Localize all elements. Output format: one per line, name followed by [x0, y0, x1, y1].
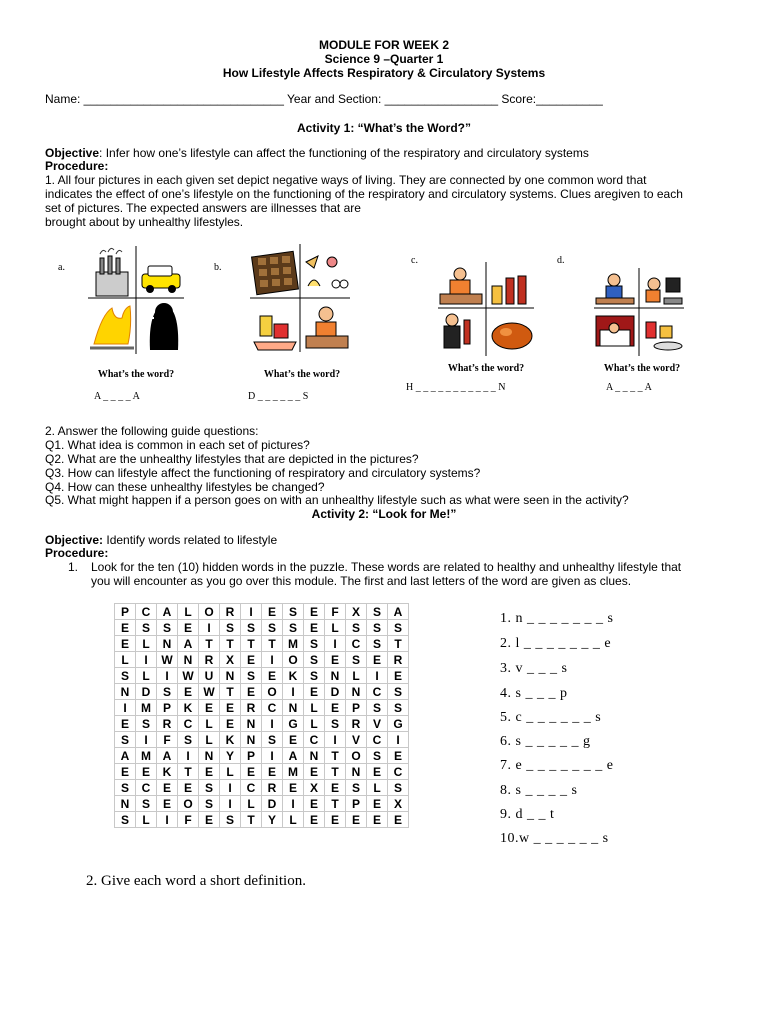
puzzle-cell: C: [346, 636, 367, 652]
puzzle-cell: E: [178, 780, 199, 796]
puzzle-cell: D: [325, 684, 346, 700]
puzzle-cell: N: [241, 716, 262, 732]
puzzle-cell: E: [388, 748, 409, 764]
person-eating-icon: [440, 268, 482, 304]
puzzle-cell: M: [136, 748, 157, 764]
set-d-question: What’s the word?: [603, 363, 681, 374]
puzzle-cell: L: [199, 732, 220, 748]
puzzle-cell: I: [115, 700, 136, 716]
puzzle-cell: I: [136, 652, 157, 668]
puzzle-cell: C: [241, 780, 262, 796]
puzzle-cell: E: [304, 604, 325, 620]
puzzle-row: [115, 812, 409, 828]
puzzle-cell: S: [136, 716, 157, 732]
puzzle-cell: T: [325, 796, 346, 812]
smoker-icon: [146, 303, 178, 350]
puzzle-cell: E: [220, 700, 241, 716]
puzzle-cell: E: [157, 796, 178, 812]
puzzle-cell: L: [304, 716, 325, 732]
puzzle-cell: S: [115, 668, 136, 684]
puzzle-row: [115, 764, 409, 780]
puzzle-cell: I: [157, 812, 178, 828]
set-c-blank: H _ _ _ _ _ _ _ _ _ _ _ N: [406, 382, 506, 393]
car-icon: [142, 266, 180, 293]
subject-quarter: Science 9 –Quarter 1: [324, 52, 444, 66]
puzzle-cell: E: [262, 764, 283, 780]
puzzle-cell: L: [304, 700, 325, 716]
puzzle-cell: I: [178, 748, 199, 764]
clue-item: 8. s _ _ _ _ s: [500, 783, 578, 798]
puzzle-cell: W: [178, 668, 199, 684]
puzzle-cell: X: [346, 604, 367, 620]
puzzle-cell: E: [241, 652, 262, 668]
puzzle-cell: E: [241, 684, 262, 700]
puzzle-cell: S: [304, 636, 325, 652]
puzzle-cell: N: [346, 764, 367, 780]
puzzle-cell: E: [304, 620, 325, 636]
puzzle-cell: S: [115, 732, 136, 748]
step2-instruction: 2. Give each word a short definition.: [86, 873, 306, 889]
puzzle-row: [115, 716, 409, 732]
puzzle-cell: I: [388, 732, 409, 748]
guide-question: Q4. How can these unhealthy lifestyles be changed?: [45, 480, 325, 494]
step-line: you will encounter as you go over this module. The first and last letters of the word are given as clues.: [91, 574, 632, 588]
puzzle-row: [115, 684, 409, 700]
puzzle-cell: I: [325, 636, 346, 652]
puzzle-cell: T: [388, 636, 409, 652]
puzzle-cell: Y: [220, 748, 241, 764]
puzzle-cell: R: [199, 652, 220, 668]
puzzle-cell: S: [367, 604, 388, 620]
puzzle-cell: E: [115, 716, 136, 732]
puzzle-row: [115, 732, 409, 748]
puzzle-cell: W: [199, 684, 220, 700]
guide-question: Q5. What might happen if a person goes on with an unhealthy lifestyle such as what were seen in the activity?: [45, 493, 629, 507]
clue-item: 4. s _ _ _ p: [500, 686, 568, 701]
puzzle-cell: O: [262, 684, 283, 700]
clue-item: 6. s _ _ _ _ _ g: [500, 734, 591, 749]
guide-question: Q3. How can lifestyle affect the functioning of respiratory and circulatory systems?: [45, 466, 481, 480]
puzzle-cell: R: [220, 604, 241, 620]
puzzle-cell: V: [367, 716, 388, 732]
puzzle-cell: N: [157, 636, 178, 652]
puzzle-cell: C: [262, 700, 283, 716]
puzzle-cell: E: [283, 780, 304, 796]
set-a-label: a.: [58, 262, 65, 273]
puzzle-cell: I: [136, 732, 157, 748]
puzzle-cell: I: [262, 716, 283, 732]
puzzle-cell: D: [262, 796, 283, 812]
puzzle-cell: S: [325, 716, 346, 732]
puzzle-cell: S: [178, 732, 199, 748]
activity1-title: Activity 1: “What’s the Word?”: [296, 121, 471, 135]
chocolate-box-icon: [252, 251, 299, 294]
puzzle-cell: N: [346, 684, 367, 700]
puzzle-cell: E: [199, 700, 220, 716]
puzzle-cell: V: [346, 732, 367, 748]
puzzle-cell: P: [346, 796, 367, 812]
puzzle-cell: A: [157, 604, 178, 620]
clue-item: 3. v _ _ _ s: [500, 661, 568, 676]
puzzle-cell: C: [388, 764, 409, 780]
puzzle-cell: D: [136, 684, 157, 700]
puzzle-cell: E: [241, 764, 262, 780]
puzzle-cell: I: [199, 620, 220, 636]
puzzle-cell: S: [220, 620, 241, 636]
puzzle-cell: F: [178, 812, 199, 828]
puzzle-cell: S: [346, 620, 367, 636]
clue-item: 2. l _ _ _ _ _ _ _ e: [500, 636, 612, 651]
puzzle-cell: E: [115, 764, 136, 780]
puzzle-cell: C: [178, 716, 199, 732]
puzzle-cell: I: [325, 732, 346, 748]
sleeping-person-icon: [596, 316, 634, 346]
puzzle-cell: G: [283, 716, 304, 732]
puzzle-cell: E: [325, 700, 346, 716]
puzzle-cell: L: [283, 812, 304, 828]
puzzle-cell: S: [346, 780, 367, 796]
puzzle-cell: S: [262, 732, 283, 748]
puzzle-cell: E: [388, 668, 409, 684]
puzzle-cell: I: [241, 604, 262, 620]
puzzle-cell: L: [346, 668, 367, 684]
puzzle-cell: L: [199, 716, 220, 732]
puzzle-cell: E: [367, 764, 388, 780]
puzzle-cell: S: [115, 812, 136, 828]
clue-item: 10.w _ _ _ _ _ _ s: [500, 831, 609, 846]
puzzle-cell: U: [199, 668, 220, 684]
puzzle-cell: S: [388, 620, 409, 636]
puzzle-cell: F: [157, 732, 178, 748]
puzzle-cell: W: [157, 652, 178, 668]
puzzle-row: [115, 796, 409, 812]
guide-question: Q2. What are the unhealthy lifestyles that are depicted in the pictures?: [45, 452, 419, 466]
puzzle-cell: I: [367, 668, 388, 684]
puzzle-cell: P: [241, 748, 262, 764]
student-info-line: Name: ______________________________ Year and Section: _________________ Score:__________: [45, 92, 603, 106]
puzzle-cell: E: [262, 668, 283, 684]
puzzle-cell: E: [199, 812, 220, 828]
puzzle-cell: I: [283, 684, 304, 700]
junk-food-icon: [254, 316, 296, 350]
puzzle-cell: I: [262, 652, 283, 668]
clue-item: 5. c _ _ _ _ _ _ s: [500, 710, 602, 725]
puzzle-cell: S: [241, 620, 262, 636]
puzzle-cell: T: [199, 636, 220, 652]
puzzle-cell: E: [304, 796, 325, 812]
word-search-puzzle: [114, 603, 409, 828]
puzzle-cell: L: [241, 796, 262, 812]
puzzle-cell: N: [199, 748, 220, 764]
puzzle-cell: S: [115, 780, 136, 796]
procedure-line: brought about by unhealthy lifestyles.: [45, 215, 244, 229]
puzzle-cell: E: [115, 620, 136, 636]
factory-icon: [96, 248, 128, 296]
puzzle-cell: X: [220, 652, 241, 668]
set-a-question: What’s the word?: [97, 369, 175, 380]
puzzle-cell: O: [283, 652, 304, 668]
puzzle-cell: K: [178, 700, 199, 716]
puzzle-cell: E: [304, 812, 325, 828]
puzzle-cell: R: [157, 716, 178, 732]
puzzle-cell: E: [367, 812, 388, 828]
puzzle-cell: E: [304, 764, 325, 780]
guide-question: Q1. What idea is common in each set of pictures?: [45, 438, 310, 452]
puzzle-cell: L: [325, 620, 346, 636]
objective-text: : Infer how one’s lifestyle can affect the functioning of the respiratory and circulatory systems: [99, 146, 589, 160]
puzzle-cell: T: [241, 636, 262, 652]
puzzle-cell: N: [241, 732, 262, 748]
puzzle-cell: R: [241, 700, 262, 716]
puzzle-cell: L: [136, 636, 157, 652]
puzzle-cell: S: [199, 780, 220, 796]
puzzle-cell: R: [388, 652, 409, 668]
objective-label: Objective: [45, 146, 100, 160]
puzzle-cell: S: [367, 620, 388, 636]
puzzle-cell: E: [220, 716, 241, 732]
puzzle-cell: E: [346, 812, 367, 828]
puzzle-cell: M: [136, 700, 157, 716]
puzzle-cell: E: [304, 684, 325, 700]
puzzle-cell: E: [115, 636, 136, 652]
puzzle-cell: K: [283, 668, 304, 684]
puzzle-cell: S: [367, 700, 388, 716]
set-b-label: b.: [214, 262, 222, 273]
puzzle-row: [115, 780, 409, 796]
puzzle-cell: N: [325, 668, 346, 684]
procedure-line: set of pictures. The expected answers are illnesses that are: [45, 201, 361, 215]
drinking-person-icon: [444, 314, 470, 348]
clue-item: 1. n _ _ _ _ _ _ _ s: [500, 611, 614, 626]
puzzle-row: [115, 700, 409, 716]
guide-intro: 2. Answer the following guide questions:: [45, 424, 259, 438]
puzzle-cell: C: [136, 780, 157, 796]
puzzle-cell: R: [346, 716, 367, 732]
puzzle-cell: S: [367, 636, 388, 652]
objective-text: Identify words related to lifestyle: [103, 533, 278, 547]
puzzle-row: [115, 604, 409, 620]
puzzle-cell: E: [367, 796, 388, 812]
puzzle-cell: T: [325, 748, 346, 764]
activity1-objective: [45, 147, 589, 161]
lesson-title: How Lifestyle Affects Respiratory & Circulatory Systems: [222, 66, 546, 80]
puzzle-cell: S: [157, 620, 178, 636]
puzzle-cell: S: [241, 668, 262, 684]
set-b-blank: D _ _ _ _ _ _ S: [248, 391, 309, 402]
puzzle-cell: G: [388, 716, 409, 732]
puzzle-cell: T: [262, 636, 283, 652]
puzzle-cell: C: [367, 684, 388, 700]
puzzle-cell: K: [220, 732, 241, 748]
puzzle-cell: L: [115, 652, 136, 668]
module-title: MODULE FOR WEEK 2: [318, 38, 449, 52]
puzzle-cell: Y: [262, 812, 283, 828]
puzzle-cell: S: [367, 748, 388, 764]
puzzle-cell: I: [220, 780, 241, 796]
set-b-question: What’s the word?: [263, 369, 341, 380]
puzzle-cell: S: [199, 796, 220, 812]
puzzle-cell: E: [157, 780, 178, 796]
puzzle-row: [115, 668, 409, 684]
puzzle-cell: P: [115, 604, 136, 620]
activity2-title: Activity 2: “Look for Me!”: [311, 507, 457, 521]
puzzle-cell: I: [262, 748, 283, 764]
puzzle-cell: X: [388, 796, 409, 812]
alcohol-bottles-icon: [492, 276, 526, 304]
puzzle-cell: E: [283, 732, 304, 748]
puzzle-cell: L: [220, 764, 241, 780]
puzzle-cell: L: [136, 668, 157, 684]
puzzle-cell: A: [157, 748, 178, 764]
puzzle-row: [115, 748, 409, 764]
puzzle-cell: T: [325, 764, 346, 780]
step-line: Look for the ten (10) hidden words in the puzzle. These words are related to healthy and unhealthy lifestyle that: [91, 560, 682, 574]
puzzle-cell: N: [220, 668, 241, 684]
puzzle-cell: E: [178, 620, 199, 636]
puzzle-cell: S: [283, 604, 304, 620]
puzzle-cell: M: [283, 636, 304, 652]
puzzle-cell: I: [283, 796, 304, 812]
snacks-icon: [306, 256, 348, 288]
set-b-pictures: [248, 242, 352, 356]
set-a-pictures: [86, 244, 186, 356]
puzzle-cell: O: [178, 796, 199, 812]
objective-label: Objective:: [45, 533, 104, 547]
puzzle-cell: E: [262, 604, 283, 620]
puzzle-cell: L: [178, 604, 199, 620]
set-c-pictures: [436, 260, 536, 358]
puzzle-cell: A: [283, 748, 304, 764]
puzzle-cell: S: [388, 780, 409, 796]
clue-item: 9. d _ _ t: [500, 807, 555, 822]
puzzle-cell: N: [178, 652, 199, 668]
step-number: 1.: [68, 560, 79, 574]
puzzle-row: [115, 620, 409, 636]
roast-chicken-icon: [492, 323, 532, 349]
puzzle-cell: E: [178, 684, 199, 700]
puzzle-cell: S: [304, 668, 325, 684]
puzzle-cell: E: [199, 764, 220, 780]
puzzle-cell: S: [283, 620, 304, 636]
puzzle-cell: K: [157, 764, 178, 780]
eating-person-icon: [306, 307, 348, 348]
puzzle-cell: N: [283, 700, 304, 716]
puzzle-cell: X: [304, 780, 325, 796]
puzzle-cell: L: [367, 780, 388, 796]
procedure-label: Procedure:: [45, 546, 109, 560]
puzzle-cell: T: [220, 684, 241, 700]
set-c-question: What’s the word?: [447, 363, 525, 374]
procedure-line: indicates the effect of one’s lifestyle on the functioning of the respiratory and circulatory systems. Clues aregiven to each: [45, 187, 683, 201]
set-d-label: d.: [557, 255, 565, 266]
puzzle-cell: E: [325, 652, 346, 668]
person-at-desk-icon: [596, 274, 634, 304]
puzzle-cell: E: [325, 812, 346, 828]
clue-item: 7. e _ _ _ _ _ _ _ e: [500, 758, 614, 773]
set-a-blank: A _ _ _ _ A: [94, 391, 140, 402]
puzzle-cell: N: [304, 748, 325, 764]
set-d-pictures: [592, 266, 686, 358]
puzzle-cell: R: [262, 780, 283, 796]
puzzle-cell: C: [367, 732, 388, 748]
puzzle-row: [115, 652, 409, 668]
puzzle-cell: S: [346, 652, 367, 668]
puzzle-cell: N: [115, 684, 136, 700]
puzzle-cell: T: [178, 764, 199, 780]
puzzle-cell: L: [136, 812, 157, 828]
puzzle-cell: M: [283, 764, 304, 780]
computer-user-icon: [646, 278, 682, 304]
puzzle-cell: A: [178, 636, 199, 652]
puzzle-cell: I: [157, 668, 178, 684]
procedure-label: Procedure:: [45, 159, 109, 173]
puzzle-cell: A: [115, 748, 136, 764]
puzzle-cell: E: [367, 652, 388, 668]
set-d-blank: A _ _ _ _ A: [606, 382, 652, 393]
puzzle-cell: S: [304, 652, 325, 668]
puzzle-cell: C: [136, 604, 157, 620]
puzzle-cell: S: [220, 812, 241, 828]
puzzle-cell: S: [388, 700, 409, 716]
puzzle-cell: E: [136, 764, 157, 780]
puzzle-cell: F: [325, 604, 346, 620]
fire-icon: [90, 306, 134, 348]
puzzle-row: [115, 636, 409, 652]
puzzle-cell: E: [325, 780, 346, 796]
procedure-line: 1. All four pictures in each given set depict negative ways of living. They are connected by one common word that: [45, 173, 647, 187]
puzzle-cell: S: [157, 684, 178, 700]
puzzle-cell: N: [115, 796, 136, 812]
puzzle-cell: S: [136, 796, 157, 812]
puzzle-cell: T: [220, 636, 241, 652]
puzzle-cell: S: [136, 620, 157, 636]
puzzle-cell: S: [388, 684, 409, 700]
puzzle-cell: I: [220, 796, 241, 812]
puzzle-cell: T: [241, 812, 262, 828]
puzzle-cell: O: [199, 604, 220, 620]
puzzle-cell: A: [388, 604, 409, 620]
set-c-label: c.: [411, 255, 418, 266]
puzzle-cell: P: [157, 700, 178, 716]
puzzle-cell: P: [346, 700, 367, 716]
puzzle-cell: S: [262, 620, 283, 636]
fast-food-icon: [646, 322, 682, 350]
puzzle-cell: E: [388, 812, 409, 828]
puzzle-cell: O: [346, 748, 367, 764]
puzzle-cell: C: [304, 732, 325, 748]
